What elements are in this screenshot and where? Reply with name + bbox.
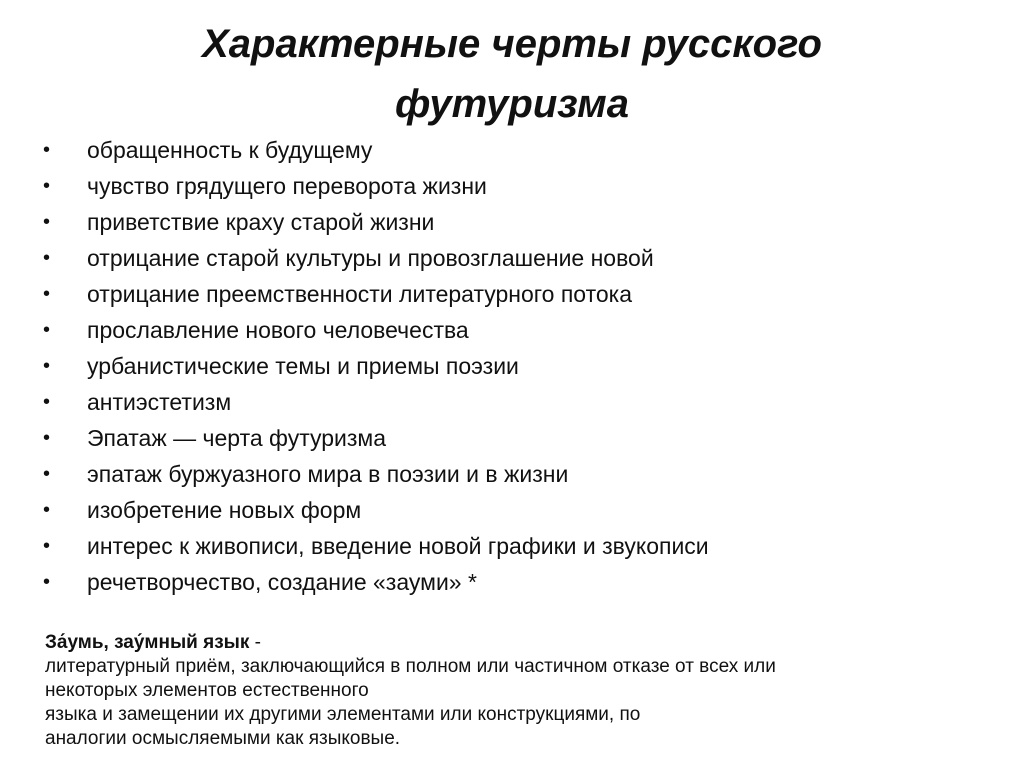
definition-note [45,631,1005,751]
list-item-text: речетворчество, создание «зауми» * [87,569,477,595]
list-item [40,348,709,384]
list-item [40,240,709,276]
list-item [40,384,709,420]
definition-term: За́умь, зау́мный язык [45,632,250,653]
list-item [40,456,709,492]
slide-title [0,14,1024,134]
list-item-text: урбанистические темы и приемы поэзии [87,353,519,379]
list-item-text: приветствие краху старой жизни [87,209,435,235]
list-item-text: отрицание преемственности литературного потока [87,281,633,307]
title-line-2: футуризма [394,82,630,126]
bullet-icon: • [43,211,51,233]
list-item-text: антиэстетизм [87,389,232,415]
bullet-icon: • [43,175,51,197]
definition-heading [45,631,1005,655]
bullet-icon: • [43,535,51,557]
list-item-text: обращенность к будущему [87,137,373,163]
list-item [40,564,709,600]
list-item [40,276,709,312]
list-item [40,420,709,456]
bullet-icon: • [43,391,51,413]
bullet-icon: • [43,355,51,377]
list-item [40,204,709,240]
bullet-icon: • [43,427,51,449]
list-item [40,528,709,564]
definition-dash: - [249,632,261,653]
list-item [40,312,709,348]
bullet-icon: • [43,571,51,593]
definition-line: языка и замещении их другими элементами или конструкциями, по [45,704,641,725]
bullet-icon: • [43,319,51,341]
list-item-text: эпатаж буржуазного мира в поэзии и в жизни [87,461,569,487]
list-item [40,492,709,528]
list-item-text: интерес к живописи, введение новой графики и звукописи [87,533,709,559]
bullet-icon: • [43,283,51,305]
bullet-icon: • [43,463,51,485]
list-item [40,168,709,204]
list-item-text: Эпатаж — черта футуризма [87,425,387,451]
list-item-text: прославление нового человечества [87,317,469,343]
bullet-icon: • [43,499,51,521]
feature-list [40,132,709,600]
definition-line: литературный приём, заключающийся в полном или частичном отказе от всех или [45,656,776,677]
list-item-text: отрицание старой культуры и провозглашение новой [87,245,654,271]
definition-line: аналогии осмысляемыми как языковые. [45,728,401,749]
bullet-icon: • [43,139,51,161]
bullet-icon: • [43,247,51,269]
list-item-text: изобретение новых форм [87,497,362,523]
list-item-text: чувство грядущего переворота жизни [87,173,487,199]
definition-line: некоторых элементов естественного [45,680,369,701]
title-line-1: Характерные черты русского [202,22,822,66]
list-item [40,132,709,168]
